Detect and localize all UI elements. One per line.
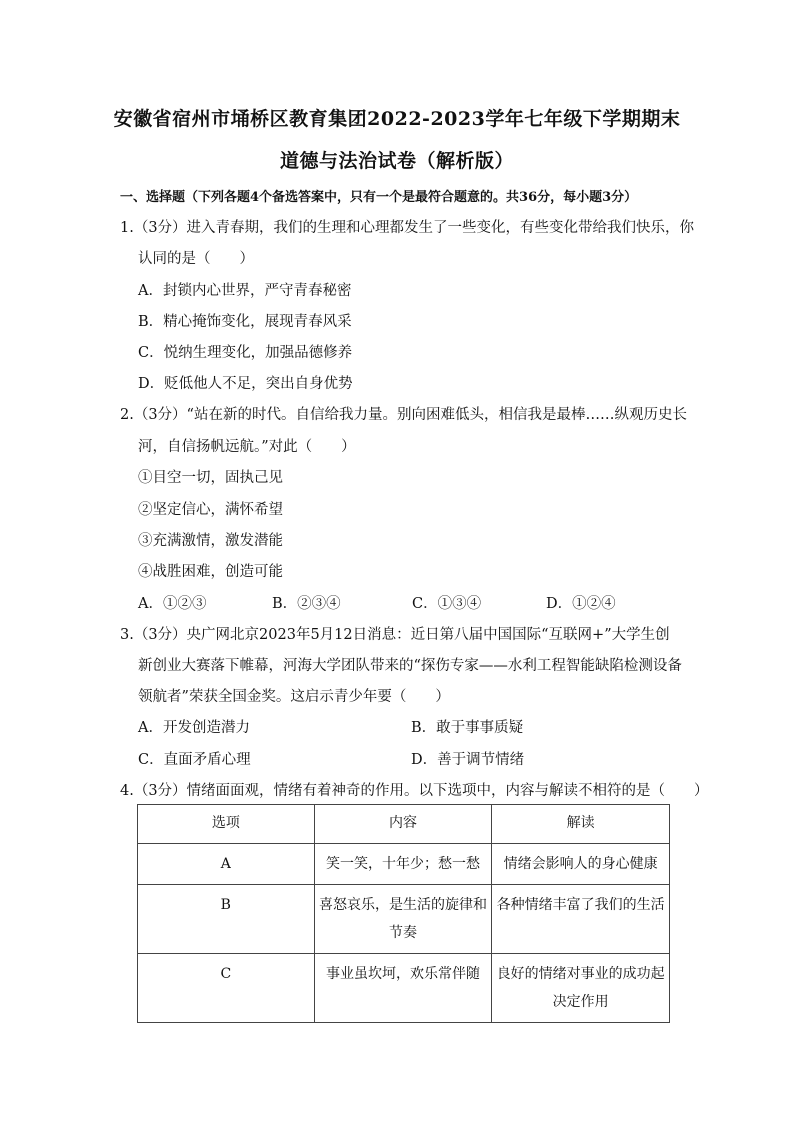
q1-option-b: B．精心掩饰变化，展现青春风采 xyxy=(138,314,352,330)
q3-stem-line2: 新创业大赛落下帷幕，河海大学团队带来的“探伤专家——水利工程智能缺陷检测设备 xyxy=(138,658,682,674)
table-header-cell: 选项 xyxy=(138,805,315,844)
q1-option-c: C．悦纳生理变化，加强品德修养 xyxy=(138,345,353,361)
q2-option-d: D．①②④ xyxy=(546,596,616,612)
table-row xyxy=(138,885,670,954)
table-cell-content: 喜怒哀乐，是生活的旋律和节奏 xyxy=(314,885,492,954)
q3-stem-line1: 3.（3分）央广网北京2023年5月12日消息：近日第八届中国国际“互联网+”大学生创 xyxy=(120,627,670,643)
q2-item-3: ③充满激情，激发潜能 xyxy=(138,533,283,549)
q3-option-c: C．直面矛盾心理 xyxy=(138,752,251,768)
table-cell-option: C xyxy=(138,954,315,1023)
table-cell-reading: 良好的情绪对事业的成功起决定作用 xyxy=(492,954,670,1023)
q4-table xyxy=(137,804,670,1023)
q2-option-c: C．①③④ xyxy=(412,596,482,612)
q3-option-d: D．善于调节情绪 xyxy=(411,752,525,768)
q1-option-a: A．封锁内心世界，严守青春秘密 xyxy=(138,283,352,299)
table-cell-reading: 各种情绪丰富了我们的生活 xyxy=(492,885,670,954)
table-cell-content: 事业虽坎坷，欢乐常伴随 xyxy=(314,954,492,1023)
q2-item-4: ④战胜困难，创造可能 xyxy=(138,564,283,580)
q2-item-1: ①目空一切，固执己见 xyxy=(138,470,283,486)
q2-option-a: A．①②③ xyxy=(138,596,207,612)
section-heading: 一、选择题（下列各题4个备选答案中，只有一个是最符合题意的。共36分，每小题3分） xyxy=(120,190,638,205)
table-row xyxy=(138,844,670,885)
table-header-cell: 内容 xyxy=(314,805,492,844)
title-line-1: 安徽省宿州市埇桥区教育集团2022-2023学年七年级下学期期末 xyxy=(113,108,681,130)
title-line-2: 道德与法治试卷（解析版） xyxy=(279,150,514,172)
q3-option-a: A．开发创造潜力 xyxy=(138,720,250,736)
table-cell-option: B xyxy=(138,885,315,954)
q2-stem-line1: 2.（3分）“站在新的时代。自信给我力量。别向困难低头，相信我是最棒……纵观历史长 xyxy=(120,407,687,423)
table-cell-option: A xyxy=(138,844,315,885)
q1-stem-line1: 1.（3分）进入青春期，我们的生理和心理都发生了一些变化，有些变化带给我们快乐，你 xyxy=(120,220,695,236)
table-header-row xyxy=(138,805,670,844)
q1-option-d: D．贬低他人不足，突出自身优势 xyxy=(138,376,353,392)
table-header-cell: 解读 xyxy=(492,805,670,844)
table-cell-content: 笑一笑，十年少；愁一愁 xyxy=(314,844,492,885)
table-row xyxy=(138,954,670,1023)
q2-stem-line2: 河，自信扬帆远航。”对此（ ） xyxy=(138,439,356,455)
q4-stem: 4.（3分）情绪面面观，情绪有着神奇的作用。以下选项中，内容与解读不相符的是（ ） xyxy=(120,783,709,799)
q3-option-b: B．敢于事事质疑 xyxy=(411,720,524,736)
q3-stem-line3: 领航者”荣获全国金奖。这启示青少年要（ ） xyxy=(138,689,450,705)
q2-item-2: ②坚定信心，满怀希望 xyxy=(138,502,283,518)
q1-stem-line2: 认同的是（ ） xyxy=(138,251,254,267)
table-cell-reading: 情绪会影响人的身心健康 xyxy=(492,844,670,885)
q2-option-b: B．②③④ xyxy=(272,596,341,612)
